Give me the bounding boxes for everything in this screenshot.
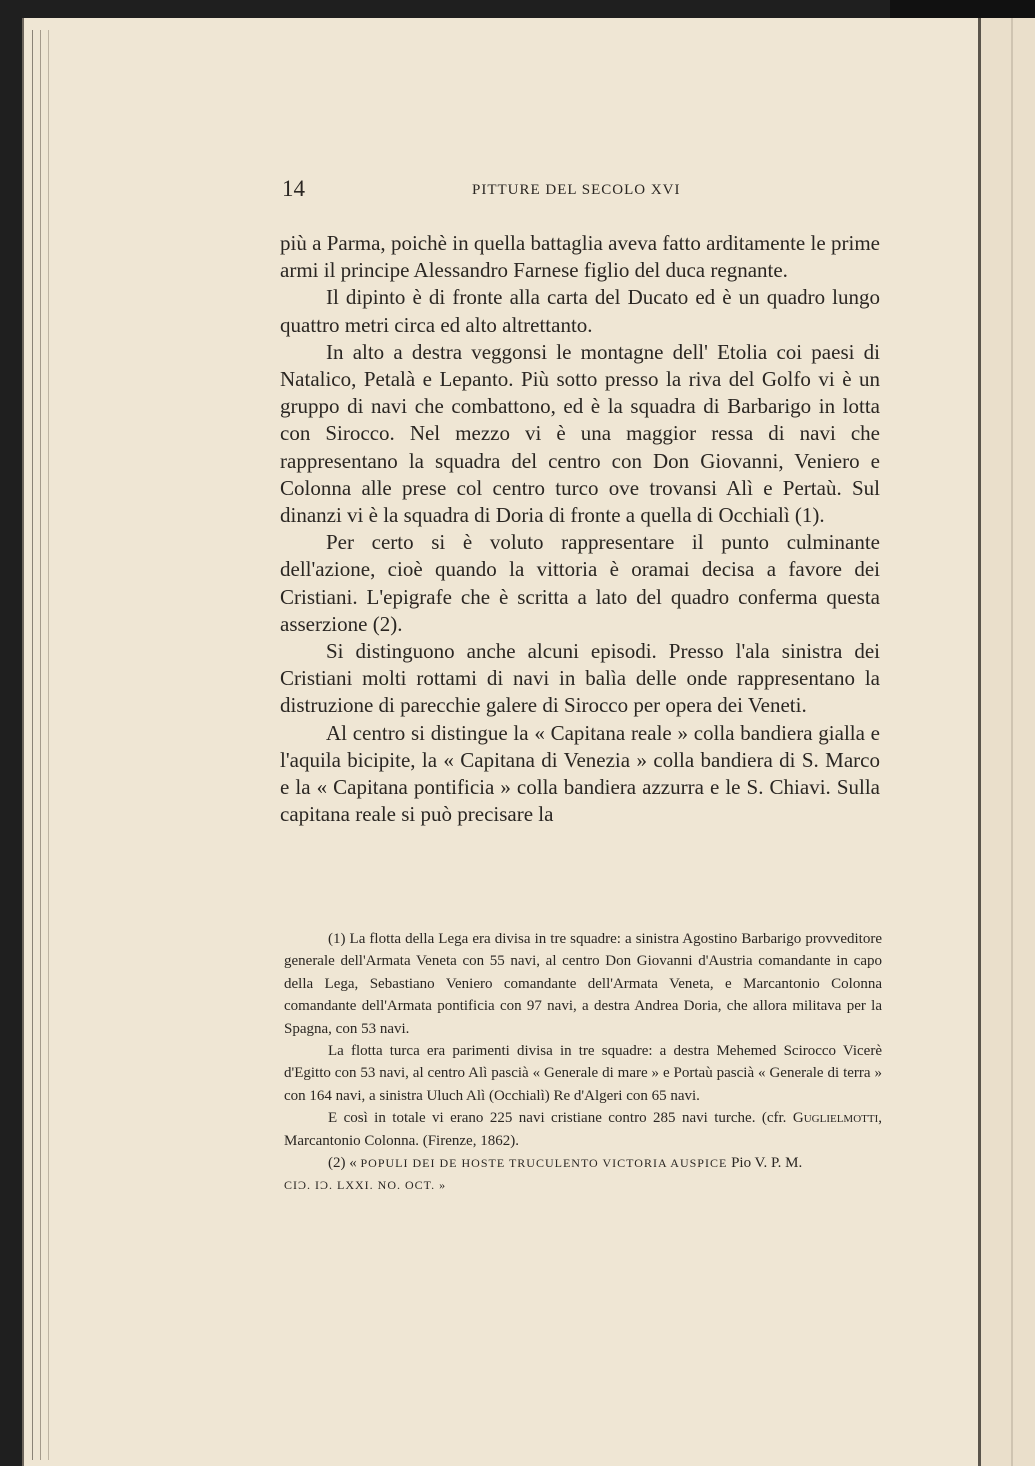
footnote-2-date: CIƆ. IƆ. LXXI. NO. OCT. »	[284, 1178, 447, 1193]
running-head: PITTURE DEL SECOLO XVI	[472, 182, 681, 198]
main-text	[280, 230, 880, 828]
paragraph: più a Parma, poichè in quella battaglia aveva fatto arditamente le prime armi il principe Alessandro Farnese figlio del duca regnante.	[280, 231, 880, 283]
scan-background	[890, 0, 1035, 18]
footnote-2: (2) « POPULI DEI DE HOSTE TRUCULENTO VICTORIA AUSPICE Pio V. P. M.	[328, 1155, 803, 1172]
page-number: 14	[282, 176, 305, 201]
footnote-1-continued: La flotta turca era parimenti divisa in tre squadre: a destra Mehemed Scirocco Vicerè d'Egitto con 53 navi, al centro Alì pascià « Generale di mare » e Portaù pascià « Generale di terra » con 164 navi, a sinistra Uluch Alì (Occhialì) Re d'Algeri con 65 navi.	[284, 1043, 882, 1104]
footnote-1: (1) La flotta della Lega era divisa in tre squadre: a sinistra Agostino Barbarigo provveditore generale dell'Armata Veneta con 55 navi, al centro Don Giovanni d'Austria comandante in capo della Lega, Sebastiano Veniero comandante dell'Armata Veneta, e Marcantonio Colonna comandante dell'Armata pontificia con 97 navi, a destra Andrea Doria, che allora militava per la Spagna, con 53 navi.	[284, 931, 882, 1037]
paragraph: Per certo si è voluto rappresentare il punto culminante dell'azione, cioè quando la vittoria è oramai decisa a favore dei Cristiani. L'epigrafe che è scritta a lato del quadro conferma questa asserzione (2).	[280, 530, 880, 636]
paragraph: In alto a destra veggonsi le montagne dell' Etolia coi paesi di Natalico, Petalà e Lepanto. Più sotto presso la riva del Golfo vi è un gruppo di navi che combattono, ed è la squadra di Barbarigo in lotta con Sirocco. Nel mezzo vi è una maggior ressa di navi che rappresentano la squadra del centro con Don Giovanni, Veniero e Colonna alle prese col centro turco ove trovansi Alì e Pertaù. Sul dinanzi vi è la squadra di Doria di fronte a quella di Occhialì (1).	[280, 339, 880, 528]
paragraph: Al centro si distingue la « Capitana reale » colla bandiera gialla e l'aquila bicipite, la « Capitana di Venezia » colla bandiera di S. Marco e la « Capitana pontificia » colla bandiera azzurra e le S. Chiavi. Sulla capitana reale si può precisare la	[280, 720, 880, 827]
gutter-line	[32, 30, 33, 1460]
gutter-line	[48, 30, 49, 1460]
epigraph-text: POPULI DEI DE HOSTE TRUCULENTO VICTORIA AUSPICE	[360, 1156, 728, 1171]
footnote-1-citation: E così in totale vi erano 225 navi cristiane contro 285 navi turche. (cfr. Guglielmotti, Marcantonio Colonna. (Firenze, 1862).	[284, 1110, 882, 1149]
paragraph: Si distinguono anche alcuni episodi. Presso l'ala sinistra dei Cristiani molti rottami di navi in balìa delle onde rappresentano la distruzione di parecchie galere di Sirocco per opera dei Veneti.	[280, 639, 880, 718]
paragraph: Il dipinto è di fronte alla carta del Ducato ed è un quadro lungo quattro metri circa ed alto altrettanto.	[280, 285, 880, 337]
footnotes	[284, 928, 882, 1197]
adjacent-page-edge	[978, 18, 1035, 1466]
page-header	[282, 176, 882, 206]
gutter-line	[40, 30, 41, 1460]
author-name: Guglielmotti	[792, 1110, 879, 1127]
